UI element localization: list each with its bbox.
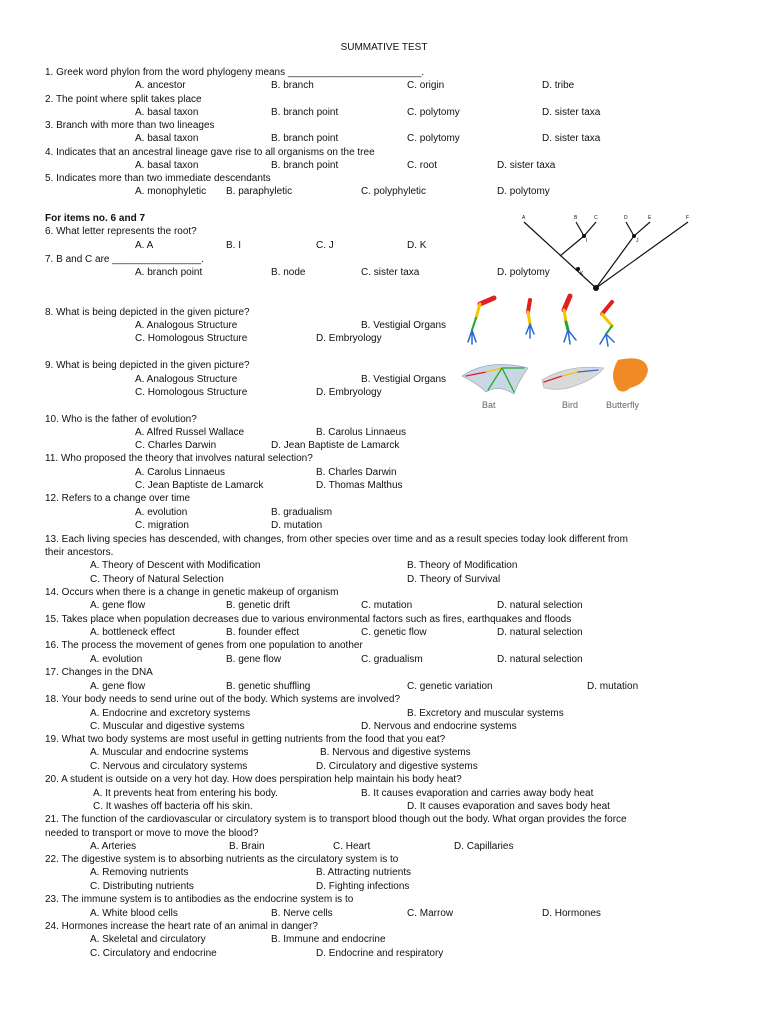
option: A. Skeletal and circulatory (90, 934, 206, 945)
caption-bat: Bat (482, 400, 496, 410)
option: B. node (271, 267, 306, 278)
option: C. gradualism (361, 654, 423, 665)
option: B. branch point (271, 133, 339, 144)
option: D. Fighting infections (316, 881, 410, 892)
question-9: 9. What is being depicted in the given picture? (45, 360, 250, 371)
option: A. Removing nutrients (90, 867, 189, 878)
option: C. Homologous Structure (135, 387, 248, 398)
option: D. Embryology (316, 387, 382, 398)
option: A. Endocrine and excretory systems (90, 708, 251, 719)
option: A. Carolus Linnaeus (135, 467, 226, 478)
option: D. Nervous and endocrine systems (361, 721, 517, 732)
option: C. migration (135, 520, 189, 531)
option: C. polytomy (407, 107, 460, 118)
option: B. gradualism (271, 507, 333, 518)
option: A. basal taxon (135, 133, 199, 144)
question-21-cont: needed to transport or move to move the blood? (45, 828, 259, 839)
question-3: 3. Branch with more than two lineages (45, 120, 215, 131)
option: D. polytomy (497, 267, 550, 278)
option: B. founder effect (226, 627, 300, 638)
option: C. Muscular and digestive systems (90, 721, 245, 732)
question-2: 2. The point where split takes place (45, 94, 202, 105)
option: A. Analogous Structure (135, 320, 238, 331)
option: A. Theory of Descent with Modification (90, 560, 261, 571)
option: C. Theory of Natural Selection (90, 574, 224, 585)
option: D. sister taxa (542, 133, 601, 144)
option: D. Thomas Malthus (316, 480, 403, 491)
option: D. Circulatory and digestive systems (316, 761, 478, 772)
option: A. Analogous Structure (135, 374, 238, 385)
option: A. monophyletic (135, 186, 207, 197)
option: A. Muscular and endocrine systems (90, 747, 249, 758)
option: B. Vestigial Organs (361, 374, 447, 385)
tree-label: C (594, 215, 598, 221)
tree-label: J (636, 238, 639, 244)
option: D. tribe (542, 80, 575, 91)
option: B. genetic shuffling (226, 681, 311, 692)
option: C. genetic variation (407, 681, 493, 692)
option: C. It washes off bacteria off his skin. (93, 801, 253, 812)
option: B. Charles Darwin (316, 467, 397, 478)
option: D. mutation (587, 681, 639, 692)
question-5: 5. Indicates more than two immediate descendants (45, 173, 271, 184)
question-14: 14. Occurs when there is a change in genetic makeup of organism (45, 587, 339, 598)
tree-label: B (574, 215, 578, 221)
option: C. mutation (361, 600, 413, 611)
question-4: 4. Indicates that an ancestral lineage gave rise to all organisms on the tree (45, 147, 375, 158)
question-17: 17. Changes in the DNA (45, 667, 153, 678)
question-7: 7. B and C are ________________. (45, 254, 205, 265)
question-16: 16. The process the movement of genes from one population to another (45, 640, 363, 651)
option: B. Excretory and muscular systems (407, 708, 564, 719)
option: A. Arteries (90, 841, 137, 852)
question-13-cont: their ancestors. (45, 547, 114, 558)
caption-bird: Bird (562, 400, 579, 410)
option: C. Nervous and circulatory systems (90, 761, 248, 772)
option: C. Jean Baptiste de Lamarck (135, 480, 264, 491)
option: C. Charles Darwin (135, 440, 217, 451)
option: A. evolution (135, 507, 188, 518)
option: A. A (135, 240, 154, 251)
option: A. gene flow (90, 681, 146, 692)
option: B. Nervous and digestive systems (320, 747, 471, 758)
option: C. Marrow (407, 908, 454, 919)
option: C. genetic flow (361, 627, 427, 638)
option: C. sister taxa (361, 267, 420, 278)
option: A. ancestor (135, 80, 186, 91)
option: C. Heart (333, 841, 371, 852)
option: C. Circulatory and endocrine (90, 948, 217, 959)
question-24: 24. Hormones increase the heart rate of an animal in danger? (45, 921, 318, 932)
tree-label: E (648, 215, 652, 221)
option: D. natural selection (497, 600, 583, 611)
option: D. mutation (271, 520, 323, 531)
option: C. Distributing nutrients (90, 881, 194, 892)
option: A. bottleneck effect (90, 627, 175, 638)
option: D. Embryology (316, 333, 382, 344)
tree-label: K (580, 271, 584, 277)
option: B. Carolus Linnaeus (316, 427, 407, 438)
option: A. branch point (135, 267, 203, 278)
option: D. natural selection (497, 627, 583, 638)
option: B. Theory of Modification (407, 560, 518, 571)
phylogenetic-tree-figure (510, 212, 700, 294)
option: B. Nerve cells (271, 908, 333, 919)
option: B. Attracting nutrients (316, 867, 412, 878)
option: A. gene flow (90, 600, 146, 611)
question-18: 18. Your body needs to send urine out of the body. Which systems are involved? (45, 694, 401, 705)
question-15: 15. Takes place when population decreases due to various environmental factors such as fires, earthquakes and floods (45, 614, 572, 625)
option: B. It causes evaporation and carries away body heat (361, 788, 594, 799)
option: D. Endocrine and respiratory (316, 948, 444, 959)
homologous-limbs-figure (450, 290, 630, 356)
tree-label: A (522, 215, 526, 221)
option: C. polyphyletic (361, 186, 427, 197)
option: C. origin (407, 80, 445, 91)
tree-label: I (586, 238, 588, 244)
option: B. branch (271, 80, 314, 91)
question-20: 20. A student is outside on a very hot day. How does perspiration help maintain his body heat? (45, 774, 462, 785)
option: D. polytomy (497, 186, 550, 197)
option: D. It causes evaporation and saves body heat (407, 801, 610, 812)
option: A. basal taxon (135, 160, 199, 171)
question-11: 11. Who proposed the theory that involves natural selection? (45, 453, 313, 464)
option: B. branch point (271, 160, 339, 171)
option: D. Capillaries (454, 841, 514, 852)
option: A. It prevents heat from entering his body. (93, 788, 278, 799)
analogous-wings-figure (458, 354, 658, 400)
option: B. gene flow (226, 654, 282, 665)
option: D. Jean Baptiste de Lamarck (271, 440, 400, 451)
option: B. genetic drift (226, 600, 290, 611)
option: A. White blood cells (90, 908, 178, 919)
option: D. K (407, 240, 427, 251)
tree-label: F (686, 215, 690, 221)
option: B. Immune and endocrine (271, 934, 386, 945)
option: C. polytomy (407, 133, 460, 144)
option: B. I (226, 240, 242, 251)
option: D. sister taxa (542, 107, 601, 118)
option: C. J (316, 240, 334, 251)
question-22: 22. The digestive system is to absorbing nutrients as the circulatory system is to (45, 854, 399, 865)
option: A. basal taxon (135, 107, 199, 118)
question-6: 6. What letter represents the root? (45, 226, 197, 237)
option: C. root (407, 160, 438, 171)
option: A. evolution (90, 654, 143, 665)
question-10: 10. Who is the father of evolution? (45, 414, 197, 425)
option: D. natural selection (497, 654, 583, 665)
question-12: 12. Refers to a change over time (45, 493, 191, 504)
section-heading: For items no. 6 and 7 (45, 213, 146, 224)
option: D. Theory of Survival (407, 574, 501, 585)
option: C. Homologous Structure (135, 333, 248, 344)
question-23: 23. The immune system is to antibodies as the endocrine system is to (45, 894, 354, 905)
option: B. paraphyletic (226, 186, 293, 197)
caption-butterfly: Butterfly (606, 400, 640, 410)
option: B. Vestigial Organs (361, 320, 447, 331)
question-21: 21. The function of the cardiovascular or circulatory system is to transport blood though out the body. What organ provides the force (45, 814, 627, 825)
option: A. Alfred Russel Wallace (135, 427, 245, 438)
question-1: 1. Greek word phylon from the word phylogeny means ________________________. (45, 67, 425, 78)
question-13: 13. Each living species has descended, with changes, from other species over time and as a result species today look different from (45, 534, 628, 545)
question-19: 19. What two body systems are most useful in getting nutrients from the food that you eat? (45, 734, 446, 745)
option: D. Hormones (542, 908, 601, 919)
option: B. Brain (229, 841, 265, 852)
option: D. sister taxa (497, 160, 556, 171)
tree-label: D (624, 215, 628, 221)
question-8: 8. What is being depicted in the given picture? (45, 307, 250, 318)
option: B. branch point (271, 107, 339, 118)
page-title: SUMMATIVE TEST (340, 42, 428, 53)
